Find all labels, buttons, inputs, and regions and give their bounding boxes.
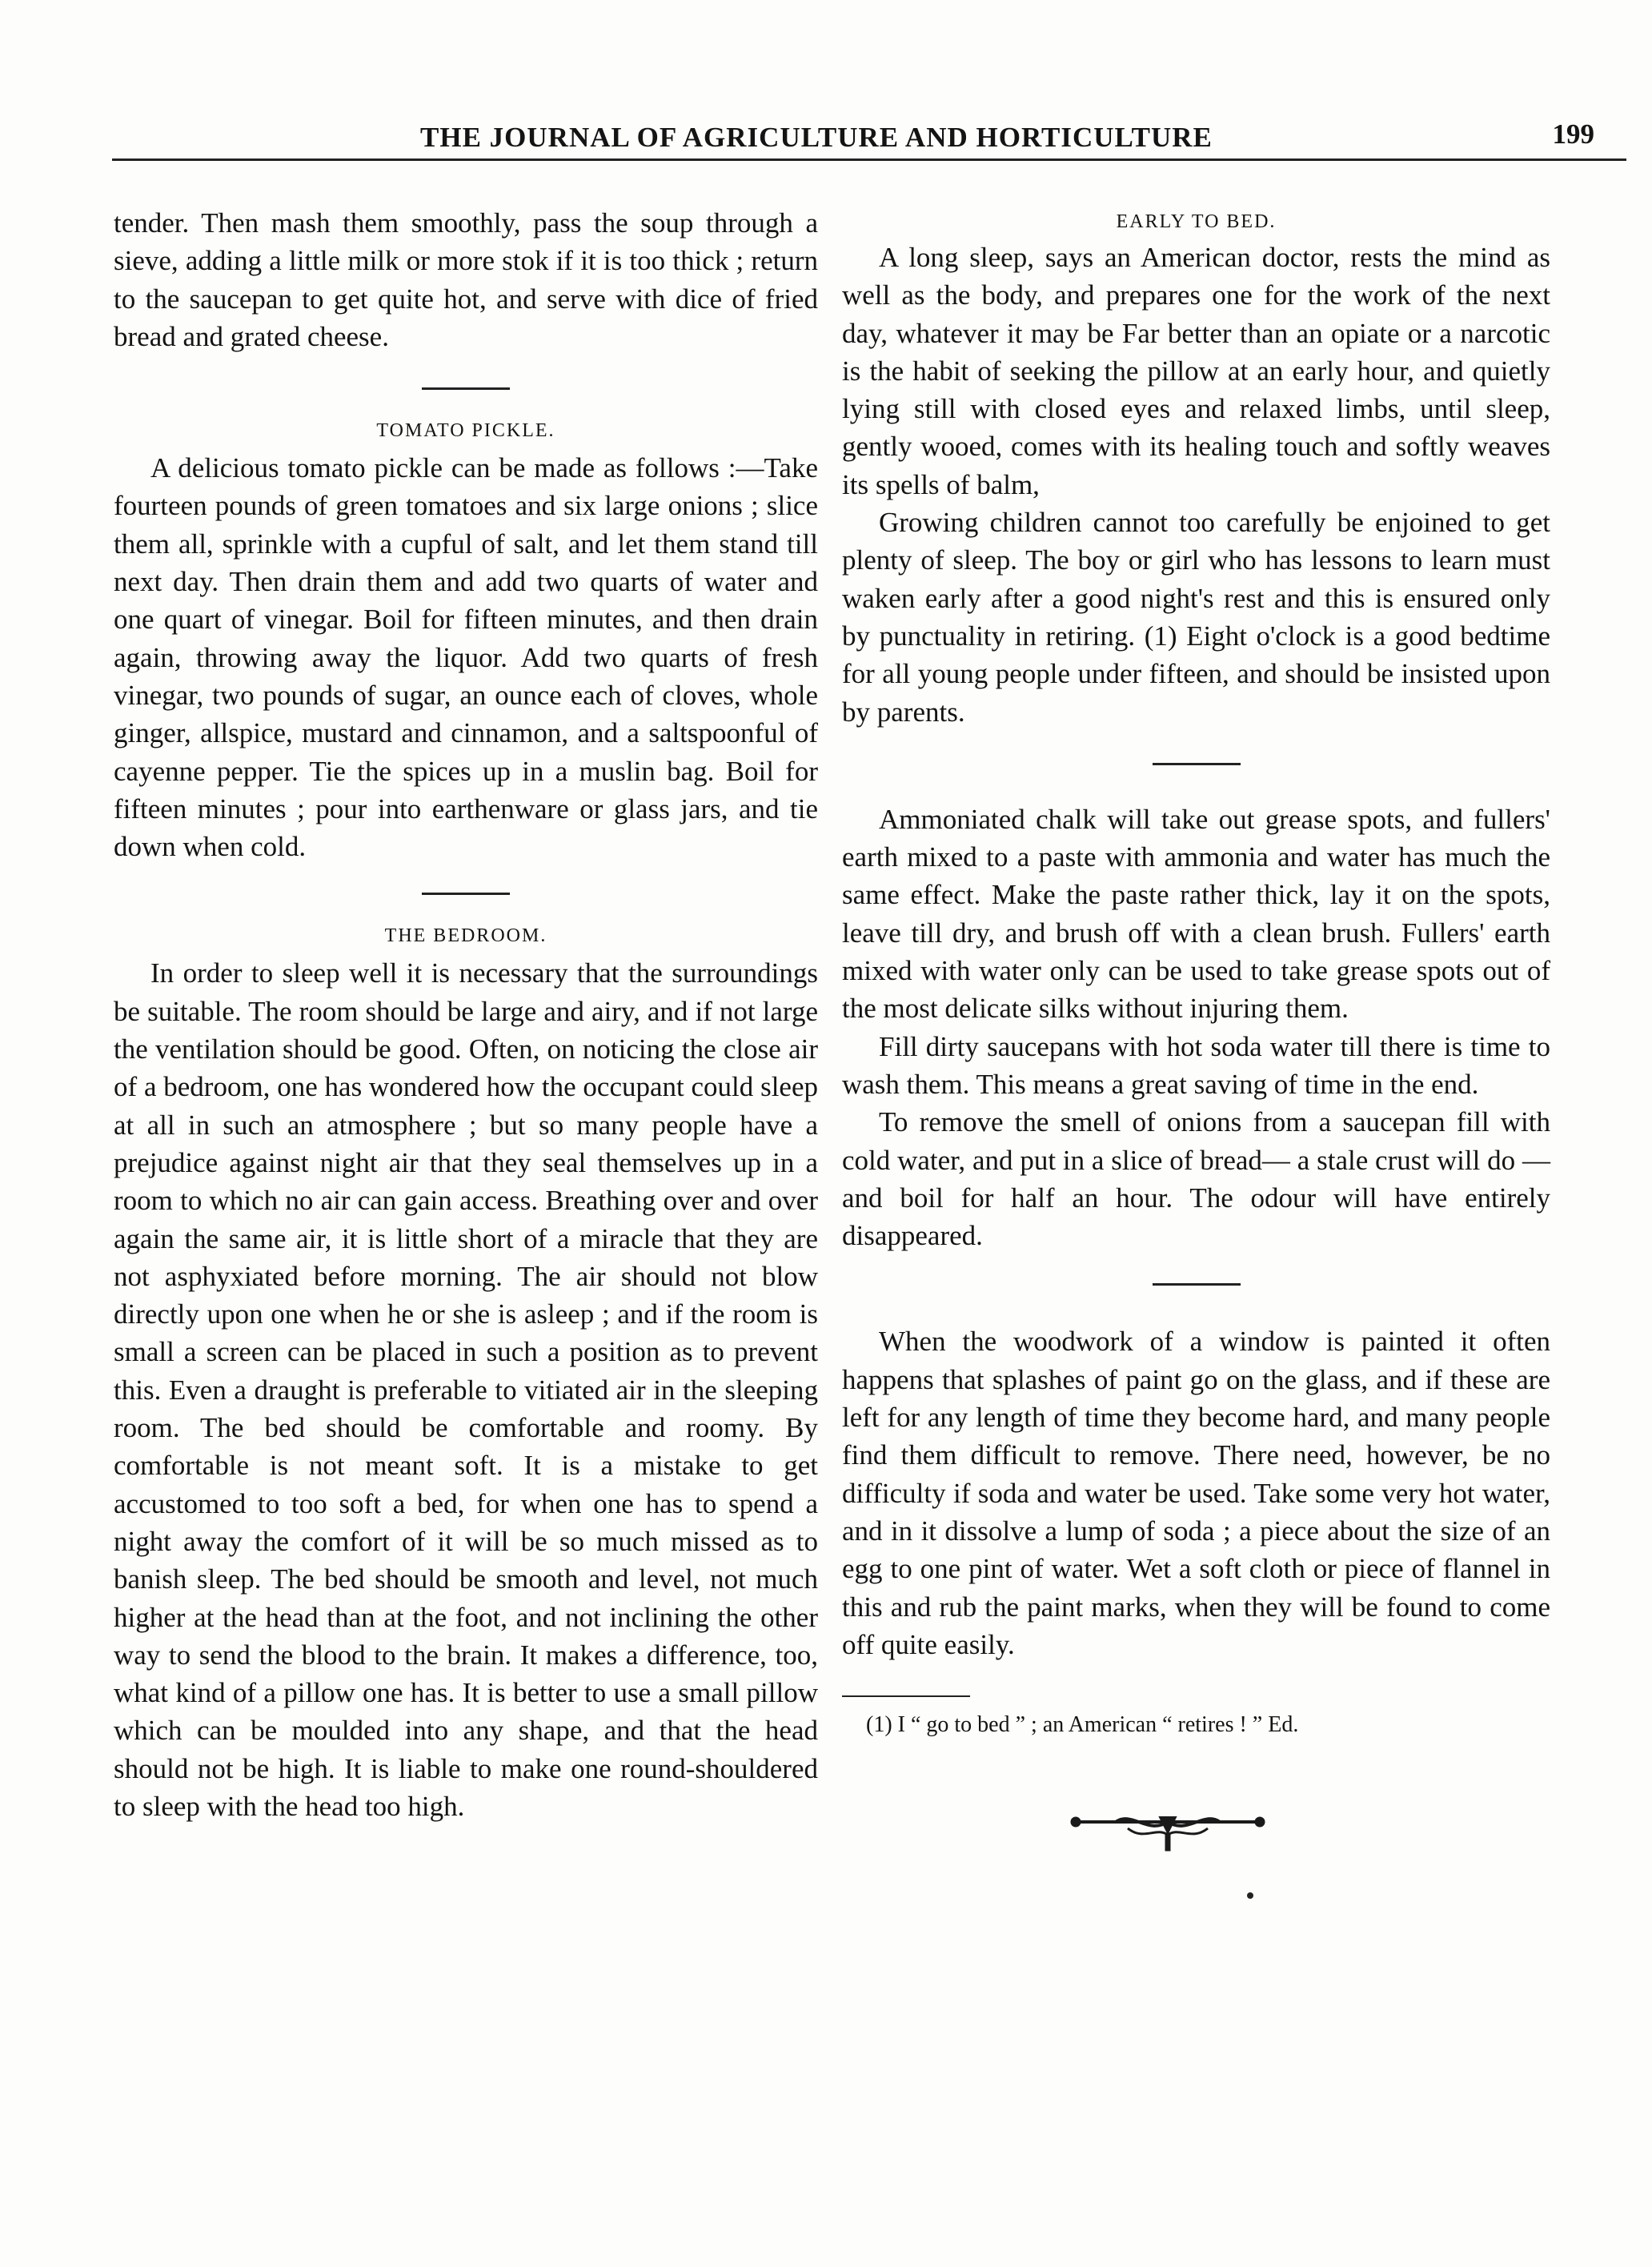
left-column (114, 204, 818, 1825)
soup-recipe-end: tender. Then mash them smoothly, pass the soup through a sieve, adding a little milk or more stok if it is too thick ; return to the saucepan to get quite hot, and serve with dice of fried bread and grated cheese. (114, 207, 818, 352)
page-number: 199 (1552, 118, 1594, 150)
tomato-pickle-heading: TOMATO PICKLE. (376, 420, 555, 442)
onion-smell-tip: To remove the smell of onions from a saucepan fill with cold water, and put in a slice of bread— a stale crust will do — and boil for half an hour. The odour will have entirely disappeared. (842, 1106, 1550, 1252)
early-to-bed-paragraph-1: A long sleep, says an American doctor, rests the mind as well as the body, and prepares one for the work of the next day, whatever it may be Far better than an opiate or a narcotic is the habit of seeking the pillow at an early hour, and quietly lying still with closed eyes and relaxed limbs, until sleep, gently wooed, comes with its healing touch and softly weaves its spells of balm, (842, 242, 1550, 500)
footnote: (1) I “ go to bed ” ; an American “ retires ! ” Ed. (866, 1712, 1299, 1738)
section-separator (1153, 1283, 1241, 1286)
section-separator (422, 893, 510, 895)
running-head (112, 110, 1626, 158)
section-separator (422, 387, 510, 390)
right-column (842, 210, 1550, 1899)
early-to-bed-heading: EARLY TO BED. (1116, 211, 1277, 232)
header-rule (112, 158, 1626, 161)
tomato-pickle-body: A delicious tomato pickle can be made as follows :—Take fourteen pounds of green tomatoes and six large onions ; slice them all, sprinkle with a cupful of salt, and let them stand till next day. Then drain them and add two quarts of water and one quart of vinegar. Boil for fifteen minutes, and then drain again, throwing away the liquor. Add two quarts of fresh vinegar, two pounds of sugar, an ounce each of cloves, whole ginger, allspice, mustard and cinnamon, and a saltspoonful of cayenne pepper. Tie the spices up in a muslin bag. Boil for fifteen minutes ; pour into earthenware or glass jars, and tie down when cold. (114, 452, 818, 863)
window-paint-tip: When the woodwork of a window is painted it often happens that splashes of paint go on the glass, and if these are left for any length of time they become hard, and many people find them difficult to remove. There need, however, be no difficulty if soda and water be used. Take some very hot water, and in it dissolve a lump of soda ; a piece about the size of an egg to one pint of water. Wet a soft cloth or piece of flannel in this and rub the paint marks, when they will be found to come off quite easily. (842, 1326, 1550, 1660)
section-separator (1153, 763, 1241, 765)
bedroom-body: In order to sleep well it is necessary that the surroundings be suitable. The room should be large and airy, and if not large the ventilation should be good. Often, on noticing the close air of a bedroom, one has wondered how the occupant could sleep at all in such an atmosphere ; but so many people have a prejudice against night air that they seal themselves up in a room to which no air can gain access. Breathing over and over again the same air, it is little short of a miracle that they are not asphyxiated before morning. The air should not blow directly upon one when he or she is asleep ; and if the room is small a screen can be placed in such a position as to prevent this. Even a draught is preferable to vitiated air in the sleeping room. The bed should be comfortable and roomy. By comfortable is not meant soft. It is a mistake to get accustomed to too soft a bed, for when one has to spend a night away the comfort of it will be so much missed as to banish sleep. The bed should be smooth and level, not much higher at the head than at the foot, and not inclining the other way to send the blood to the brain. It makes a difference, too, what kind of a pillow one has. It is better to use a small pillow which can be moulded into any shape, and that the head should not be high. It is liable to make one round-shouldered to sleep with the head too high. (114, 957, 818, 1822)
journal-title: THE JOURNAL OF AGRICULTURE AND HORTICULTURE (420, 122, 1213, 153)
footnote-rule (842, 1695, 970, 1697)
grease-spots-tip: Ammoniated chalk will take out grease spots, and fullers' earth mixed to a paste with ammonia and water has much the same effect. Make the paste rather thick, lay it on the spots, leave till dry, and brush off with a clean brush. Fullers' earth mixed with water only can be used to take grease spots out of the most delicate silks without injuring them. (842, 803, 1550, 1025)
ornament-dot (1247, 1892, 1253, 1899)
bedroom-heading: THE BEDROOM. (384, 925, 547, 947)
decorative-ornament (1068, 1811, 1268, 1856)
saucepans-tip: Fill dirty saucepans with hot soda water till there is time to wash them. This means a great saving of time in the end. (842, 1030, 1550, 1100)
early-to-bed-paragraph-2: Growing children cannot too carefully be enjoined to get plenty of sleep. The boy or girl who has lessons to learn must waken early after a good night's rest and this is ensured only by punctuality in retiring. (1) Eight o'clock is a good bedtime for all young people under fifteen, and should be insisted upon by parents. (842, 507, 1550, 728)
